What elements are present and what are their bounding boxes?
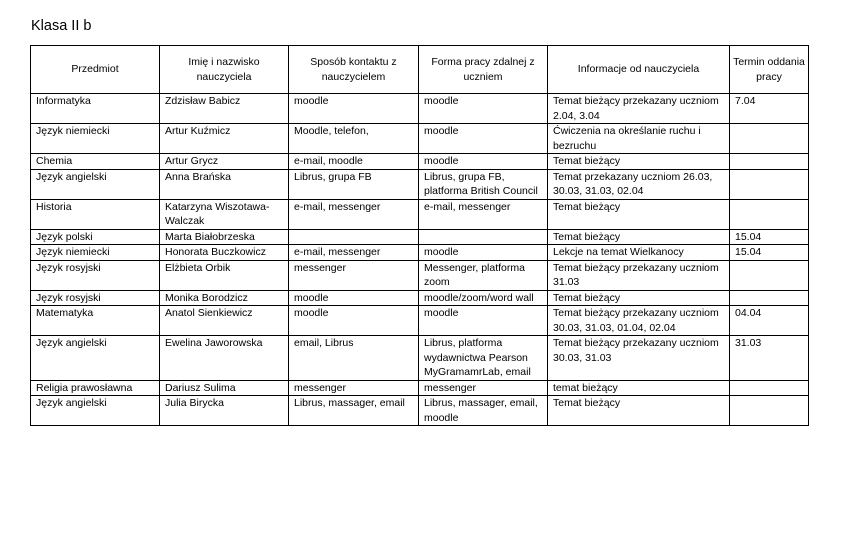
header-teacher: Imię i nazwisko nauczyciela <box>160 46 289 94</box>
remote-work-form-cell: Librus, massager, email, moodle <box>419 396 548 426</box>
deadline-cell: 04.04 <box>730 306 809 336</box>
teacher-info-cell: temat bieżący <box>548 380 730 396</box>
contact-method-cell: Librus, grupa FB <box>289 169 419 199</box>
teacher-cell: Elżbieta Orbik <box>160 260 289 290</box>
subject-cell: Chemia <box>31 154 160 170</box>
header-contact-method: Sposób kontaktu z nauczycielem <box>289 46 419 94</box>
remote-work-form-cell: messenger <box>419 380 548 396</box>
table-row <box>31 380 809 396</box>
teacher-info-cell: Temat przekazany uczniom 26.03, 30.03, 31.03, 02.04 <box>548 169 730 199</box>
contact-method-cell: moodle <box>289 94 419 124</box>
header-deadline: Termin oddania pracy <box>730 46 809 94</box>
remote-work-form-cell: moodle/zoom/word wall <box>419 290 548 306</box>
subject-cell: Religia prawosławna <box>31 380 160 396</box>
remote-work-form-cell: Librus, grupa FB, platforma British Council <box>419 169 548 199</box>
remote-work-form-cell: moodle <box>419 124 548 154</box>
remote-work-form-cell: Librus, platforma wydawnictwa Pearson MyGramamrLab, email <box>419 336 548 381</box>
deadline-cell <box>730 396 809 426</box>
remote-work-form-cell: moodle <box>419 154 548 170</box>
page-title: Klasa II b <box>31 18 92 34</box>
teacher-info-cell: Ćwiczenia na określanie ruchu i bezruchu <box>548 124 730 154</box>
table-row <box>31 306 809 336</box>
contact-method-cell: moodle <box>289 290 419 306</box>
teacher-contact-table <box>30 45 809 426</box>
remote-work-form-cell: moodle <box>419 94 548 124</box>
deadline-cell: 7.04 <box>730 94 809 124</box>
remote-work-form-cell: e-mail, messenger <box>419 199 548 229</box>
contact-method-cell: Moodle, telefon, <box>289 124 419 154</box>
teacher-cell: Monika Borodzicz <box>160 290 289 306</box>
deadline-cell <box>730 380 809 396</box>
subject-cell: Język rosyjski <box>31 260 160 290</box>
table-row <box>31 94 809 124</box>
teacher-info-cell: Temat bieżący <box>548 154 730 170</box>
teacher-cell: Julia Birycka <box>160 396 289 426</box>
subject-cell: Matematyka <box>31 306 160 336</box>
teacher-cell: Anatol Sienkiewicz <box>160 306 289 336</box>
teacher-info-cell: Temat bieżący <box>548 290 730 306</box>
table-row <box>31 169 809 199</box>
remote-work-form-cell <box>419 229 548 245</box>
contact-method-cell: email, Librus <box>289 336 419 381</box>
teacher-cell: Artur Grycz <box>160 154 289 170</box>
contact-method-cell <box>289 229 419 245</box>
subject-cell: Język niemiecki <box>31 124 160 154</box>
contact-method-cell: messenger <box>289 260 419 290</box>
subject-cell: Język angielski <box>31 169 160 199</box>
table-row <box>31 260 809 290</box>
deadline-cell: 15.04 <box>730 229 809 245</box>
teacher-cell: Artur Kuźmicz <box>160 124 289 154</box>
remote-work-form-cell: moodle <box>419 245 548 261</box>
subject-cell: Język rosyjski <box>31 290 160 306</box>
table-row <box>31 154 809 170</box>
table-row <box>31 396 809 426</box>
deadline-cell: 15.04 <box>730 245 809 261</box>
teacher-cell: Marta Białobrzeska <box>160 229 289 245</box>
table-row <box>31 124 809 154</box>
subject-cell: Język angielski <box>31 396 160 426</box>
remote-work-form-cell: Messenger, platforma zoom <box>419 260 548 290</box>
subject-cell: Informatyka <box>31 94 160 124</box>
table-row <box>31 245 809 261</box>
deadline-cell <box>730 290 809 306</box>
teacher-info-cell: Temat bieżący <box>548 396 730 426</box>
contact-method-cell: Librus, massager, email <box>289 396 419 426</box>
table-row <box>31 290 809 306</box>
teacher-cell: Zdzisław Babicz <box>160 94 289 124</box>
deadline-cell <box>730 199 809 229</box>
contact-method-cell: e-mail, messenger <box>289 199 419 229</box>
subject-cell: Język polski <box>31 229 160 245</box>
subject-cell: Język angielski <box>31 336 160 381</box>
remote-work-form-cell: moodle <box>419 306 548 336</box>
table-row <box>31 229 809 245</box>
teacher-info-cell: Temat bieżący przekazany uczniom 30.03, 31.03 <box>548 336 730 381</box>
table-row <box>31 199 809 229</box>
deadline-cell <box>730 154 809 170</box>
teacher-info-cell: Temat bieżący przekazany uczniom 2.04, 3.04 <box>548 94 730 124</box>
deadline-cell <box>730 124 809 154</box>
teacher-info-cell: Temat bieżący przekazany uczniom 30.03, 31.03, 01.04, 02.04 <box>548 306 730 336</box>
contact-method-cell: e-mail, moodle <box>289 154 419 170</box>
teacher-info-cell: Temat bieżący przekazany uczniom 31.03 <box>548 260 730 290</box>
teacher-cell: Katarzyna Wiszotawa-Walczak <box>160 199 289 229</box>
table-header-row <box>31 46 809 94</box>
subject-cell: Język niemiecki <box>31 245 160 261</box>
teacher-info-cell: Lekcje na temat Wielkanocy <box>548 245 730 261</box>
subject-cell: Historia <box>31 199 160 229</box>
teacher-cell: Dariusz Sulima <box>160 380 289 396</box>
deadline-cell: 31.03 <box>730 336 809 381</box>
table-row <box>31 336 809 381</box>
deadline-cell <box>730 260 809 290</box>
teacher-info-cell: Temat bieżący <box>548 199 730 229</box>
teacher-info-cell: Temat bieżący <box>548 229 730 245</box>
header-remote-work-form: Forma pracy zdalnej z uczniem <box>419 46 548 94</box>
table-body <box>31 94 809 426</box>
contact-method-cell: moodle <box>289 306 419 336</box>
teacher-cell: Anna Brańska <box>160 169 289 199</box>
deadline-cell <box>730 169 809 199</box>
teacher-cell: Honorata Buczkowicz <box>160 245 289 261</box>
header-teacher-info: Informacje od nauczyciela <box>548 46 730 94</box>
teacher-cell: Ewelina Jaworowska <box>160 336 289 381</box>
header-subject: Przedmiot <box>31 46 160 94</box>
contact-method-cell: messenger <box>289 380 419 396</box>
contact-method-cell: e-mail, messenger <box>289 245 419 261</box>
